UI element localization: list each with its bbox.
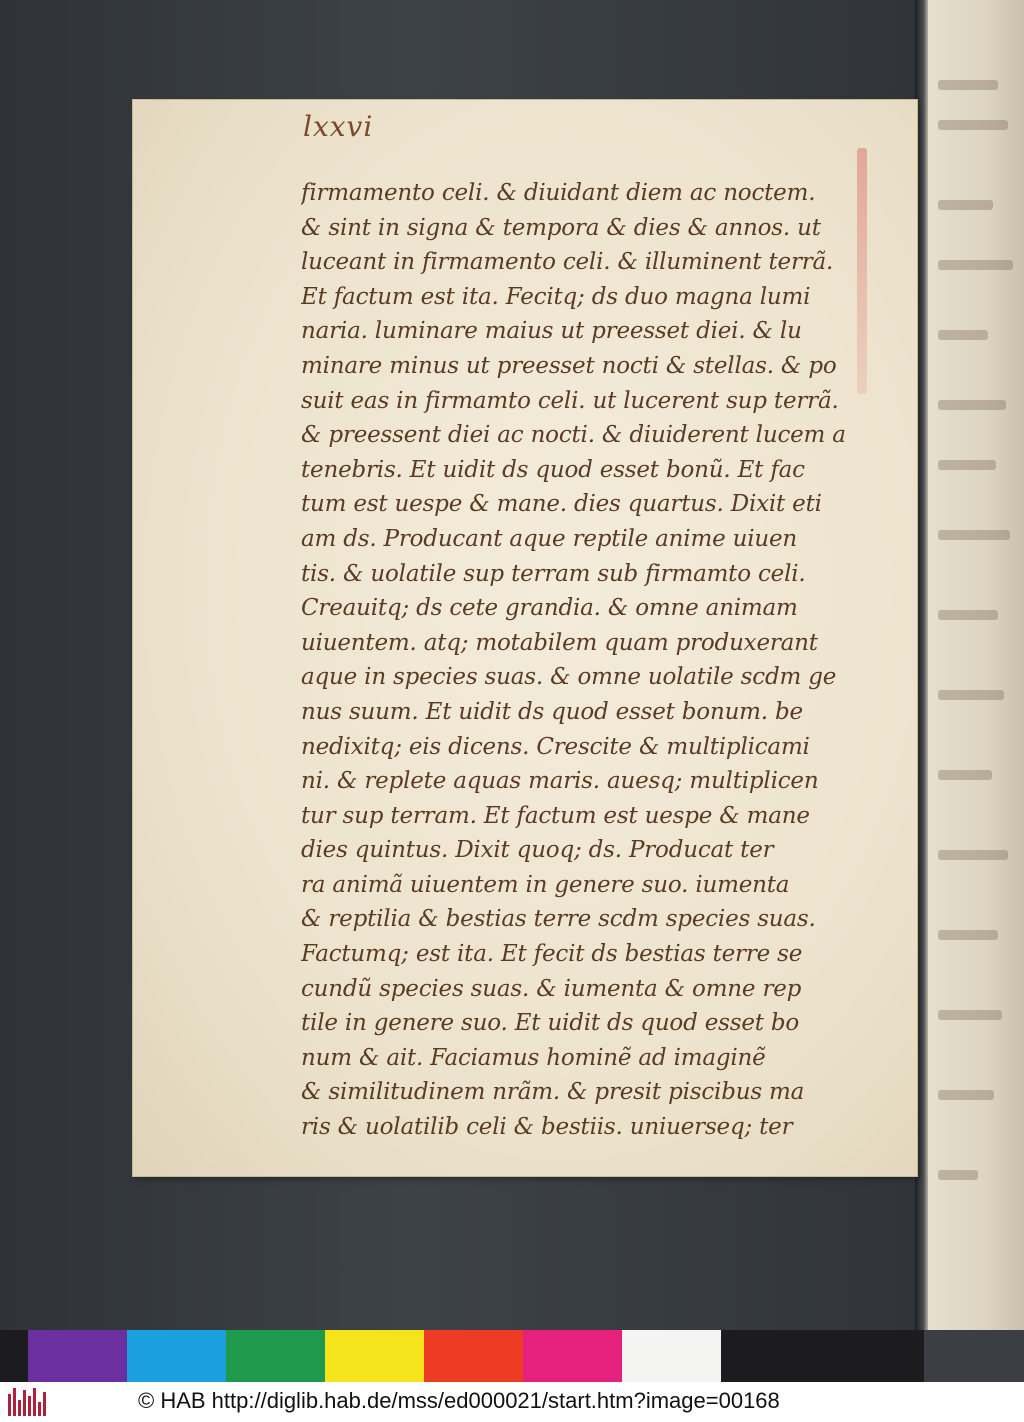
text-line: num & ait. Faciamus hominẽ ad imaginẽ [301,1044,766,1071]
text-line: & preessent diei ac nocti. & diuiderent lucem a [301,422,846,449]
text-line: uiuentem. atq; motabilem quam produxerant [301,629,818,656]
text-line: cundũ species suas. & iumenta & omne rep [301,975,802,1002]
text-line: tile in genere suo. Et uidit ds quod esset bo [301,1010,800,1037]
text-line: Et factum est ita. Fecitq; ds duo magna lumi [301,283,811,310]
text-line: & reptilia & bestias terre scdm species suas. [301,906,816,933]
text-line: tis. & uolatile sup terram sub firmamto celi. [301,560,806,587]
folio-number: lxxvi [303,110,374,143]
text-line: tum est uespe & mane. dies quartus. Dixit eti [301,491,822,518]
manuscript-page [133,100,917,1176]
text-line: tur sup terram. Et factum est uespe & mane [301,802,810,829]
facing-page-edge [928,0,1024,1330]
text-line: ris & uolatilib celi & bestiis. uniuerseq; ter [301,1114,793,1141]
text-line: nus suum. Et uidit ds quod esset bonum. be [301,698,803,725]
color-swatch [424,1330,523,1382]
color-calibration-bar [0,1330,1024,1382]
text-line: aque in species suas. & omne uolatile scdm ge [301,664,837,691]
text-line: luceant in firmamento celi. & illuminent terrã. [301,249,834,276]
text-line: Factumq; est ita. Et fecit ds bestias terre se [301,941,803,968]
hab-logo-icon [8,1388,52,1416]
color-swatch [325,1330,424,1382]
color-swatch [523,1330,622,1382]
text-line: & sint in signa & tempora & dies & annos. ut [301,214,821,241]
copyright-url: © HAB http://diglib.hab.de/mss/ed000021/start.htm?image=00168 [138,1388,780,1413]
text-line: Creauitq; ds cete grandia. & omne animam [301,595,798,622]
text-line: dies quintus. Dixit quoq; ds. Producat ter [301,837,774,864]
color-swatch [622,1330,721,1382]
color-swatch [226,1330,325,1382]
color-swatch [28,1330,127,1382]
footer-bar [0,1382,1024,1422]
text-line: minare minus ut preesset nocti & stellas. & po [301,352,837,379]
text-line: tenebris. Et uidit ds quod esset bonũ. Et fac [301,456,805,483]
text-line: ra animã uiuentem in genere suo. iumenta [301,871,790,898]
color-swatch [721,1330,820,1382]
text-line: nedixitq; eis dicens. Crescite & multiplicami [301,733,810,760]
text-line: & similitudinem nrãm. & presit piscibus ma [301,1079,805,1106]
book-gutter [915,0,929,1330]
text-line: suit eas in firmamto celi. ut lucerent sup terrã. [301,387,839,414]
text-line: ni. & replete aquas maris. auesq; multiplicen [301,768,819,795]
text-line: firmamento celi. & diuidant diem ac noctem. [301,180,816,206]
manuscript-text [301,176,891,1145]
text-line: naria. luminare maius ut preesset diei. & lu [301,318,802,345]
color-swatch [0,1330,28,1382]
color-swatch [820,1330,924,1382]
text-line: am ds. Producant aque reptile anime uiuen [301,525,797,552]
color-swatch [127,1330,226,1382]
